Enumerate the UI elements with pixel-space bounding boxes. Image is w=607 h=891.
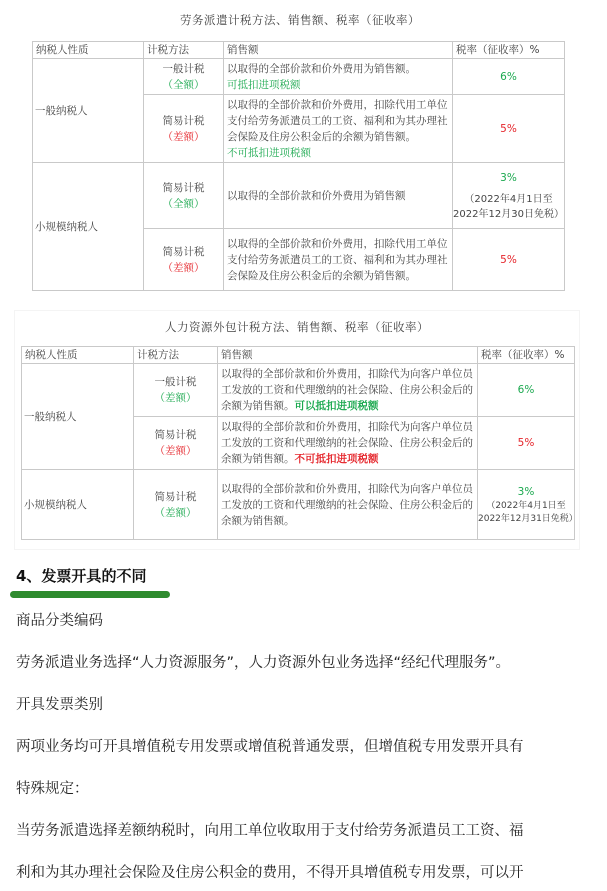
method-label: 简易计税 xyxy=(162,245,205,258)
labor-dispatch-tax-table xyxy=(32,41,565,291)
method-basis: （全额） xyxy=(162,78,205,91)
method-basis: （差额） xyxy=(154,392,197,404)
table-row xyxy=(33,59,565,95)
sales-amount-cell xyxy=(224,163,453,229)
sales-note: 不可抵扣进项税额 xyxy=(294,453,379,465)
sales-amount-cell xyxy=(218,364,478,417)
tax-rate-cell xyxy=(478,470,578,540)
header-taxpayer-nature: 纳税人性质 xyxy=(33,42,144,59)
tax-method-cell xyxy=(134,470,218,540)
tax-exemption-note: （2022年4月1日至2022年12月30日免税） xyxy=(453,193,564,220)
taxpayer-nature-cell: 小规模纳税人 xyxy=(33,163,144,291)
method-basis: （差额） xyxy=(154,506,197,519)
paragraph-special-rules: 特殊规定： xyxy=(16,781,89,797)
hr-outsourcing-tax-table xyxy=(21,346,578,540)
labor-dispatch-table-image xyxy=(22,0,578,298)
table-header-row xyxy=(22,347,575,364)
method-basis: （全额） xyxy=(162,197,205,210)
header-tax-rate: 税率（征收率）% xyxy=(478,347,575,364)
table-row xyxy=(22,470,575,540)
tax-rate-value: 3% xyxy=(517,485,535,498)
tax-rate-value: 3% xyxy=(500,171,517,184)
header-tax-method: 计税方法 xyxy=(134,347,218,364)
sales-amount-cell xyxy=(224,95,453,163)
sales-text: 以取得的全部价款和价外费用，扣除代为向客户单位员工发放的工资和代理缴纳的社会保险、住房公积金后的余额为销售额。 xyxy=(221,482,473,527)
method-label: 简易计税 xyxy=(154,490,197,503)
sales-text: 以取得的全部价款和价外费用为销售额 xyxy=(227,189,406,202)
section-heading: 4、发票开具的不同 xyxy=(16,567,147,585)
method-label: 简易计税 xyxy=(154,429,197,441)
paragraph-special-rule-line1: 当劳务派遣选择差额纳税时，向用工单位收取用于支付给劳务派遣员工工资、福 xyxy=(16,823,524,839)
header-sales-amount: 销售额 xyxy=(218,347,478,364)
sales-amount-cell xyxy=(218,417,478,470)
tax-method-cell xyxy=(134,417,218,470)
table-row xyxy=(33,163,565,229)
tax-method-cell xyxy=(144,59,224,95)
header-tax-rate: 税率（征收率）% xyxy=(453,42,565,59)
paragraph-product-code-detail: 劳务派遣业务选择“人力资源服务”，人力资源外包业务选择“经纪代理服务”。 xyxy=(16,655,511,671)
sales-note: 不可抵扣进项税额 xyxy=(227,146,311,159)
sales-amount-cell xyxy=(218,470,478,540)
sales-note: 可以抵扣进项税额 xyxy=(294,400,379,412)
sales-amount-cell xyxy=(224,229,453,291)
hr-outsourcing-table-title: 人力资源外包计税方法、销售额、税率（征收率） xyxy=(165,320,429,334)
sales-text: 以取得的全部价款和价外费用，扣除代为向客户单位员工发放的工资和代理缴纳的社会保险、住房公积金后的余额为销售额。 xyxy=(221,421,473,465)
method-basis: （差额） xyxy=(162,130,205,143)
method-label: 一般计税 xyxy=(162,62,205,75)
sales-text: 以取得的全部价款和价外费用为销售额。 xyxy=(227,62,416,75)
tax-rate-cell xyxy=(453,163,565,229)
sales-text: 以取得的全部价款和价外费用，扣除代用工单位支付给劳务派遣员工的工资、福利和为其办理社会保险及住房公积金后的余额为销售额。 xyxy=(227,98,448,143)
method-basis: （差额） xyxy=(162,261,205,274)
table-row xyxy=(22,364,575,417)
paragraph-special-rule-line2: 利和为其办理社会保险及住房公积金的费用，不得开具增值税专用发票，可以开 xyxy=(16,865,524,881)
taxpayer-nature-cell: 一般纳税人 xyxy=(22,364,134,470)
header-taxpayer-nature: 纳税人性质 xyxy=(22,347,134,364)
tax-rate-cell: 6% xyxy=(453,59,565,95)
paragraph-invoice-type-title: 开具发票类别 xyxy=(16,697,103,713)
tax-rate-cell: 6% xyxy=(478,364,575,417)
sales-text: 以取得的全部价款和价外费用，扣除代为向客户单位员工发放的工资和代理缴纳的社会保险、住房公积金后的余额为销售额。 xyxy=(221,368,473,412)
sales-text: 以取得的全部价款和价外费用，扣除代用工单位支付给劳务派遣员工的工资、福利和为其办理社会保险及住房公积金后的余额为销售额。 xyxy=(227,237,448,282)
tax-method-cell xyxy=(144,163,224,229)
method-basis: （差额） xyxy=(154,445,197,457)
tax-method-cell xyxy=(134,364,218,417)
tax-exemption-note: （2022年4月1日至2022年12月31日免税） xyxy=(478,500,578,524)
sales-amount-cell xyxy=(224,59,453,95)
article-body xyxy=(16,565,596,881)
heading-underline-decoration xyxy=(10,591,170,598)
tax-method-cell xyxy=(144,95,224,163)
tax-rate-cell: 5% xyxy=(453,95,565,163)
taxpayer-nature-cell: 一般纳税人 xyxy=(33,59,144,163)
tax-method-cell xyxy=(144,229,224,291)
paragraph-invoice-type-detail: 两项业务均可开具增值税专用发票或增值税普通发票，但增值税专用发票开具有 xyxy=(16,739,524,755)
tax-rate-cell: 5% xyxy=(453,229,565,291)
table-header-row xyxy=(33,42,565,59)
paragraph-product-code-title: 商品分类编码 xyxy=(16,613,103,629)
labor-dispatch-table-title: 劳务派遣计税方法、销售额、税率（征收率） xyxy=(180,13,420,27)
tax-rate-cell: 5% xyxy=(478,417,575,470)
header-sales-amount: 销售额 xyxy=(224,42,453,59)
method-label: 简易计税 xyxy=(162,114,205,127)
method-label: 简易计税 xyxy=(162,181,205,194)
hr-outsourcing-table-image xyxy=(14,310,580,550)
sales-note: 可抵扣进项税额 xyxy=(227,78,301,91)
header-tax-method: 计税方法 xyxy=(144,42,224,59)
method-label: 一般计税 xyxy=(154,376,197,388)
taxpayer-nature-cell: 小规模纳税人 xyxy=(22,470,134,540)
